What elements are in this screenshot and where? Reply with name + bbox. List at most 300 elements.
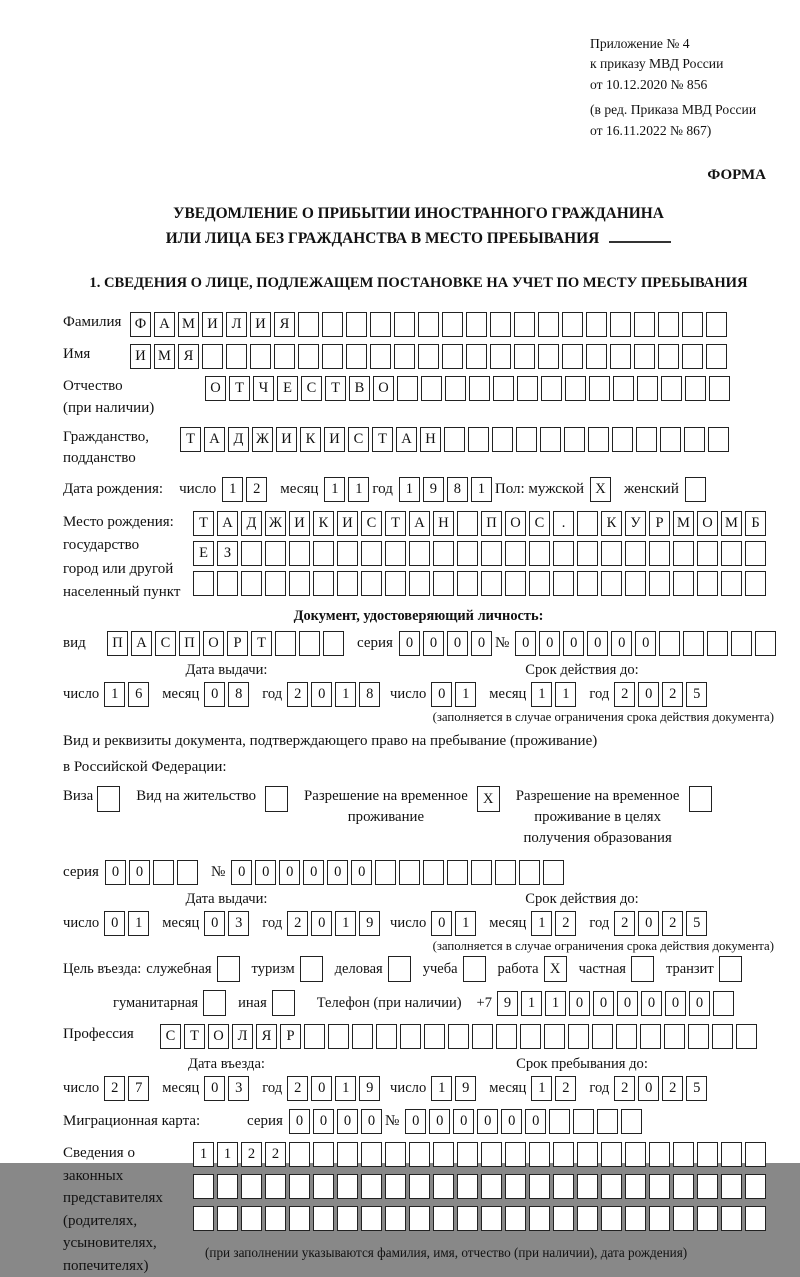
purpose-commercial-checkbox[interactable] — [388, 956, 414, 982]
stay-series-cells[interactable] — [105, 860, 201, 885]
char-cell[interactable] — [289, 1174, 310, 1199]
char-cell[interactable] — [562, 312, 583, 337]
char-cell[interactable] — [616, 1024, 637, 1049]
char-cell[interactable] — [589, 376, 610, 401]
char-cell[interactable] — [697, 1142, 718, 1167]
char-cell[interactable] — [625, 1174, 646, 1199]
char-cell[interactable]: Н — [433, 511, 454, 536]
char-cell[interactable] — [241, 1206, 262, 1231]
char-cell[interactable] — [736, 1024, 757, 1049]
char-cell[interactable]: 0 — [515, 631, 536, 656]
char-cell[interactable] — [709, 376, 730, 401]
char-cell[interactable] — [265, 1206, 286, 1231]
char-cell[interactable]: 2 — [241, 1142, 262, 1167]
char-cell[interactable]: 1 — [193, 1142, 214, 1167]
char-cell[interactable]: 1 — [455, 911, 476, 936]
char-cell[interactable] — [685, 376, 706, 401]
char-cell[interactable]: Ж — [265, 511, 286, 536]
birthplace-row3[interactable] — [193, 571, 769, 596]
char-cell[interactable] — [313, 571, 334, 596]
char-cell[interactable] — [673, 571, 694, 596]
char-cell[interactable] — [697, 541, 718, 566]
char-cell[interactable]: А — [409, 511, 430, 536]
char-cell[interactable] — [601, 1206, 622, 1231]
char-cell[interactable]: И — [202, 312, 223, 337]
edu-residence-checkbox[interactable] — [689, 786, 715, 812]
char-cell[interactable] — [394, 344, 415, 369]
char-cell[interactable] — [745, 541, 766, 566]
char-cell[interactable] — [745, 1142, 766, 1167]
doc-issue-month[interactable] — [204, 682, 252, 707]
char-cell[interactable] — [688, 1024, 709, 1049]
char-cell[interactable] — [577, 511, 598, 536]
char-cell[interactable]: 0 — [129, 860, 150, 885]
stay-number-cells[interactable] — [231, 860, 567, 885]
char-cell[interactable]: 0 — [311, 911, 332, 936]
char-cell[interactable] — [444, 427, 465, 452]
char-cell[interactable]: 1 — [222, 477, 243, 502]
char-cell[interactable] — [457, 571, 478, 596]
char-cell[interactable] — [658, 312, 679, 337]
char-cell[interactable] — [328, 1024, 349, 1049]
char-cell[interactable] — [719, 956, 742, 982]
char-cell[interactable]: 0 — [638, 911, 659, 936]
char-cell[interactable] — [640, 1024, 661, 1049]
char-cell[interactable] — [409, 571, 430, 596]
char-cell[interactable] — [337, 1206, 358, 1231]
char-cell[interactable] — [636, 427, 657, 452]
char-cell[interactable] — [673, 1206, 694, 1231]
char-cell[interactable] — [361, 571, 382, 596]
char-cell[interactable] — [634, 312, 655, 337]
char-cell[interactable] — [568, 1024, 589, 1049]
char-cell[interactable] — [544, 1024, 565, 1049]
stay-until-month[interactable] — [531, 1076, 579, 1101]
char-cell[interactable]: Т — [184, 1024, 205, 1049]
char-cell[interactable] — [468, 427, 489, 452]
char-cell[interactable] — [661, 376, 682, 401]
char-cell[interactable]: 2 — [104, 1076, 125, 1101]
char-cell[interactable] — [250, 344, 271, 369]
char-cell[interactable]: 0 — [665, 991, 686, 1016]
char-cell[interactable] — [682, 344, 703, 369]
char-cell[interactable]: 1 — [335, 682, 356, 707]
doc-issue-year[interactable] — [287, 682, 383, 707]
char-cell[interactable]: 0 — [431, 682, 452, 707]
char-cell[interactable] — [601, 571, 622, 596]
char-cell[interactable]: С — [361, 511, 382, 536]
char-cell[interactable]: 0 — [204, 682, 225, 707]
char-cell[interactable] — [707, 631, 728, 656]
char-cell[interactable] — [683, 631, 704, 656]
char-cell[interactable] — [685, 477, 706, 502]
char-cell[interactable] — [649, 541, 670, 566]
char-cell[interactable]: 2 — [265, 1142, 286, 1167]
char-cell[interactable]: 0 — [327, 860, 348, 885]
char-cell[interactable]: 8 — [447, 477, 468, 502]
char-cell[interactable] — [337, 571, 358, 596]
char-cell[interactable] — [298, 344, 319, 369]
char-cell[interactable] — [370, 312, 391, 337]
char-cell[interactable]: 0 — [204, 1076, 225, 1101]
char-cell[interactable]: 0 — [617, 991, 638, 1016]
char-cell[interactable]: Е — [193, 541, 214, 566]
char-cell[interactable] — [352, 1024, 373, 1049]
char-cell[interactable] — [684, 427, 705, 452]
char-cell[interactable] — [361, 1206, 382, 1231]
char-cell[interactable] — [409, 1142, 430, 1167]
char-cell[interactable]: 0 — [279, 860, 300, 885]
surname-cells[interactable] — [130, 312, 730, 337]
purpose-humanitarian-checkbox[interactable] — [203, 990, 229, 1016]
char-cell[interactable]: 5 — [686, 682, 707, 707]
char-cell[interactable] — [543, 860, 564, 885]
char-cell[interactable] — [529, 1174, 550, 1199]
char-cell[interactable] — [649, 1174, 670, 1199]
char-cell[interactable] — [721, 1206, 742, 1231]
char-cell[interactable]: 5 — [686, 911, 707, 936]
char-cell[interactable]: 1 — [531, 1076, 552, 1101]
char-cell[interactable] — [323, 631, 344, 656]
char-cell[interactable] — [713, 991, 734, 1016]
char-cell[interactable] — [549, 1109, 570, 1134]
char-cell[interactable]: 0 — [431, 911, 452, 936]
char-cell[interactable] — [708, 427, 729, 452]
char-cell[interactable] — [385, 1174, 406, 1199]
char-cell[interactable] — [457, 511, 478, 536]
doc-valid-year[interactable] — [614, 682, 710, 707]
char-cell[interactable] — [601, 541, 622, 566]
char-cell[interactable]: О — [203, 631, 224, 656]
char-cell[interactable] — [457, 1142, 478, 1167]
char-cell[interactable]: 2 — [614, 1076, 635, 1101]
purpose-transit-checkbox[interactable] — [719, 956, 745, 982]
char-cell[interactable]: З — [217, 541, 238, 566]
char-cell[interactable] — [241, 1174, 262, 1199]
char-cell[interactable]: 0 — [405, 1109, 426, 1134]
char-cell[interactable]: 1 — [521, 991, 542, 1016]
char-cell[interactable] — [217, 956, 240, 982]
char-cell[interactable]: 0 — [638, 1076, 659, 1101]
char-cell[interactable]: X — [590, 477, 611, 502]
char-cell[interactable] — [697, 571, 718, 596]
char-cell[interactable] — [442, 312, 463, 337]
char-cell[interactable] — [463, 956, 486, 982]
char-cell[interactable] — [697, 1206, 718, 1231]
char-cell[interactable] — [153, 860, 174, 885]
char-cell[interactable]: В — [349, 376, 370, 401]
char-cell[interactable]: 0 — [689, 991, 710, 1016]
char-cell[interactable] — [265, 786, 288, 812]
char-cell[interactable] — [625, 1142, 646, 1167]
char-cell[interactable] — [706, 312, 727, 337]
purpose-study-checkbox[interactable] — [463, 956, 489, 982]
char-cell[interactable]: И — [289, 511, 310, 536]
char-cell[interactable]: Я — [178, 344, 199, 369]
purpose-business-checkbox[interactable] — [217, 956, 243, 982]
char-cell[interactable] — [745, 1174, 766, 1199]
char-cell[interactable] — [322, 312, 343, 337]
char-cell[interactable]: 1 — [531, 682, 552, 707]
char-cell[interactable] — [496, 1024, 517, 1049]
char-cell[interactable] — [514, 344, 535, 369]
char-cell[interactable] — [217, 1206, 238, 1231]
char-cell[interactable]: 0 — [593, 991, 614, 1016]
char-cell[interactable] — [706, 344, 727, 369]
char-cell[interactable] — [265, 1174, 286, 1199]
char-cell[interactable]: 8 — [359, 682, 380, 707]
char-cell[interactable]: С — [348, 427, 369, 452]
char-cell[interactable]: 9 — [423, 477, 444, 502]
char-cell[interactable]: И — [337, 511, 358, 536]
char-cell[interactable] — [226, 344, 247, 369]
char-cell[interactable] — [322, 344, 343, 369]
char-cell[interactable] — [265, 541, 286, 566]
char-cell[interactable] — [421, 376, 442, 401]
char-cell[interactable] — [346, 312, 367, 337]
char-cell[interactable]: С — [301, 376, 322, 401]
char-cell[interactable]: 2 — [662, 1076, 683, 1101]
char-cell[interactable]: 1 — [399, 477, 420, 502]
char-cell[interactable]: А — [396, 427, 417, 452]
char-cell[interactable] — [577, 571, 598, 596]
doc-valid-month[interactable] — [531, 682, 579, 707]
char-cell[interactable] — [442, 344, 463, 369]
char-cell[interactable]: Л — [226, 312, 247, 337]
char-cell[interactable]: Я — [274, 312, 295, 337]
char-cell[interactable] — [577, 1206, 598, 1231]
char-cell[interactable] — [337, 541, 358, 566]
char-cell[interactable]: 3 — [228, 911, 249, 936]
char-cell[interactable] — [505, 571, 526, 596]
char-cell[interactable] — [203, 990, 226, 1016]
char-cell[interactable]: 1 — [128, 911, 149, 936]
char-cell[interactable] — [682, 312, 703, 337]
char-cell[interactable]: 2 — [287, 1076, 308, 1101]
char-cell[interactable]: 0 — [351, 860, 372, 885]
char-cell[interactable] — [610, 312, 631, 337]
char-cell[interactable] — [202, 344, 223, 369]
char-cell[interactable] — [553, 571, 574, 596]
char-cell[interactable]: 9 — [497, 991, 518, 1016]
char-cell[interactable]: 0 — [311, 682, 332, 707]
char-cell[interactable] — [376, 1024, 397, 1049]
char-cell[interactable]: Т — [180, 427, 201, 452]
char-cell[interactable]: 0 — [587, 631, 608, 656]
char-cell[interactable] — [721, 1142, 742, 1167]
char-cell[interactable] — [385, 571, 406, 596]
char-cell[interactable]: Р — [280, 1024, 301, 1049]
char-cell[interactable]: И — [130, 344, 151, 369]
char-cell[interactable] — [385, 1206, 406, 1231]
char-cell[interactable]: С — [529, 511, 550, 536]
char-cell[interactable] — [577, 541, 598, 566]
temp-residence-checkbox[interactable] — [477, 786, 503, 812]
char-cell[interactable]: Н — [420, 427, 441, 452]
char-cell[interactable] — [553, 1142, 574, 1167]
stay-valid-month[interactable] — [531, 911, 579, 936]
char-cell[interactable] — [573, 1109, 594, 1134]
char-cell[interactable]: Т — [385, 511, 406, 536]
char-cell[interactable] — [448, 1024, 469, 1049]
char-cell[interactable] — [272, 990, 295, 1016]
char-cell[interactable] — [409, 1174, 430, 1199]
char-cell[interactable] — [423, 860, 444, 885]
char-cell[interactable] — [612, 427, 633, 452]
char-cell[interactable]: О — [373, 376, 394, 401]
char-cell[interactable]: Л — [232, 1024, 253, 1049]
char-cell[interactable]: А — [217, 511, 238, 536]
char-cell[interactable]: П — [179, 631, 200, 656]
stay-valid-day[interactable] — [431, 911, 479, 936]
char-cell[interactable]: 0 — [303, 860, 324, 885]
char-cell[interactable] — [625, 1206, 646, 1231]
char-cell[interactable]: Р — [227, 631, 248, 656]
char-cell[interactable]: 1 — [471, 477, 492, 502]
char-cell[interactable] — [529, 1206, 550, 1231]
char-cell[interactable] — [289, 1142, 310, 1167]
char-cell[interactable] — [625, 571, 646, 596]
residence-permit-checkbox[interactable] — [265, 786, 291, 812]
entry-month[interactable] — [204, 1076, 252, 1101]
char-cell[interactable] — [313, 1174, 334, 1199]
profession-cells[interactable] — [160, 1024, 760, 1049]
char-cell[interactable] — [755, 631, 776, 656]
char-cell[interactable]: 2 — [287, 682, 308, 707]
doc-kind-cells[interactable] — [107, 631, 347, 656]
char-cell[interactable]: М — [178, 312, 199, 337]
char-cell[interactable] — [631, 956, 654, 982]
char-cell[interactable] — [385, 1142, 406, 1167]
char-cell[interactable]: 9 — [455, 1076, 476, 1101]
char-cell[interactable] — [490, 312, 511, 337]
char-cell[interactable] — [505, 1142, 526, 1167]
stay-until-year[interactable] — [614, 1076, 710, 1101]
char-cell[interactable]: 1 — [555, 682, 576, 707]
representatives-row3[interactable] — [193, 1206, 769, 1231]
char-cell[interactable]: А — [204, 427, 225, 452]
char-cell[interactable] — [592, 1024, 613, 1049]
char-cell[interactable] — [492, 427, 513, 452]
char-cell[interactable] — [472, 1024, 493, 1049]
char-cell[interactable] — [689, 786, 712, 812]
char-cell[interactable]: И — [276, 427, 297, 452]
char-cell[interactable] — [457, 1206, 478, 1231]
sex-male-checkbox[interactable] — [590, 477, 614, 502]
stay-issue-year[interactable] — [287, 911, 383, 936]
char-cell[interactable]: 0 — [563, 631, 584, 656]
char-cell[interactable]: М — [721, 511, 742, 536]
char-cell[interactable] — [361, 1174, 382, 1199]
char-cell[interactable] — [660, 427, 681, 452]
char-cell[interactable]: М — [673, 511, 694, 536]
char-cell[interactable] — [658, 344, 679, 369]
char-cell[interactable]: О — [208, 1024, 229, 1049]
char-cell[interactable] — [457, 1174, 478, 1199]
char-cell[interactable] — [418, 344, 439, 369]
char-cell[interactable]: X — [544, 956, 567, 982]
char-cell[interactable]: 1 — [324, 477, 345, 502]
char-cell[interactable]: М — [154, 344, 175, 369]
char-cell[interactable]: 0 — [204, 911, 225, 936]
char-cell[interactable]: 0 — [337, 1109, 358, 1134]
char-cell[interactable]: Т — [229, 376, 250, 401]
char-cell[interactable] — [418, 312, 439, 337]
char-cell[interactable]: У — [625, 511, 646, 536]
char-cell[interactable] — [300, 956, 323, 982]
char-cell[interactable]: 0 — [231, 860, 252, 885]
char-cell[interactable] — [649, 571, 670, 596]
char-cell[interactable] — [659, 631, 680, 656]
char-cell[interactable] — [745, 1206, 766, 1231]
char-cell[interactable] — [564, 427, 585, 452]
char-cell[interactable]: 0 — [501, 1109, 522, 1134]
char-cell[interactable] — [481, 541, 502, 566]
char-cell[interactable] — [673, 1174, 694, 1199]
char-cell[interactable]: 7 — [128, 1076, 149, 1101]
char-cell[interactable]: Т — [325, 376, 346, 401]
sex-female-checkbox[interactable] — [685, 477, 709, 502]
char-cell[interactable]: К — [300, 427, 321, 452]
char-cell[interactable] — [601, 1142, 622, 1167]
char-cell[interactable] — [241, 541, 262, 566]
char-cell[interactable] — [516, 427, 537, 452]
char-cell[interactable]: Ф — [130, 312, 151, 337]
char-cell[interactable] — [433, 541, 454, 566]
char-cell[interactable]: 2 — [287, 911, 308, 936]
char-cell[interactable] — [346, 344, 367, 369]
char-cell[interactable] — [304, 1024, 325, 1049]
char-cell[interactable] — [241, 571, 262, 596]
char-cell[interactable] — [289, 541, 310, 566]
char-cell[interactable] — [649, 1142, 670, 1167]
char-cell[interactable] — [577, 1142, 598, 1167]
char-cell[interactable] — [588, 427, 609, 452]
char-cell[interactable]: 3 — [228, 1076, 249, 1101]
char-cell[interactable] — [625, 541, 646, 566]
char-cell[interactable] — [664, 1024, 685, 1049]
char-cell[interactable]: Р — [649, 511, 670, 536]
char-cell[interactable] — [394, 312, 415, 337]
purpose-work-checkbox[interactable] — [544, 956, 570, 982]
char-cell[interactable]: Я — [256, 1024, 277, 1049]
char-cell[interactable]: Т — [372, 427, 393, 452]
char-cell[interactable] — [721, 1174, 742, 1199]
firstname-cells[interactable] — [130, 344, 730, 369]
char-cell[interactable] — [361, 541, 382, 566]
char-cell[interactable] — [424, 1024, 445, 1049]
char-cell[interactable]: О — [697, 511, 718, 536]
char-cell[interactable]: 0 — [453, 1109, 474, 1134]
birth-month-cells[interactable] — [324, 477, 372, 502]
char-cell[interactable]: 0 — [361, 1109, 382, 1134]
char-cell[interactable] — [721, 571, 742, 596]
char-cell[interactable] — [370, 344, 391, 369]
char-cell[interactable]: 2 — [614, 682, 635, 707]
char-cell[interactable] — [265, 571, 286, 596]
char-cell[interactable] — [481, 1206, 502, 1231]
char-cell[interactable] — [445, 376, 466, 401]
char-cell[interactable]: 2 — [662, 682, 683, 707]
char-cell[interactable]: . — [553, 511, 574, 536]
char-cell[interactable] — [601, 1174, 622, 1199]
char-cell[interactable] — [586, 344, 607, 369]
stay-issue-month[interactable] — [204, 911, 252, 936]
char-cell[interactable] — [289, 1206, 310, 1231]
birthplace-row1[interactable] — [193, 511, 769, 536]
char-cell[interactable]: 0 — [423, 631, 444, 656]
char-cell[interactable] — [469, 376, 490, 401]
